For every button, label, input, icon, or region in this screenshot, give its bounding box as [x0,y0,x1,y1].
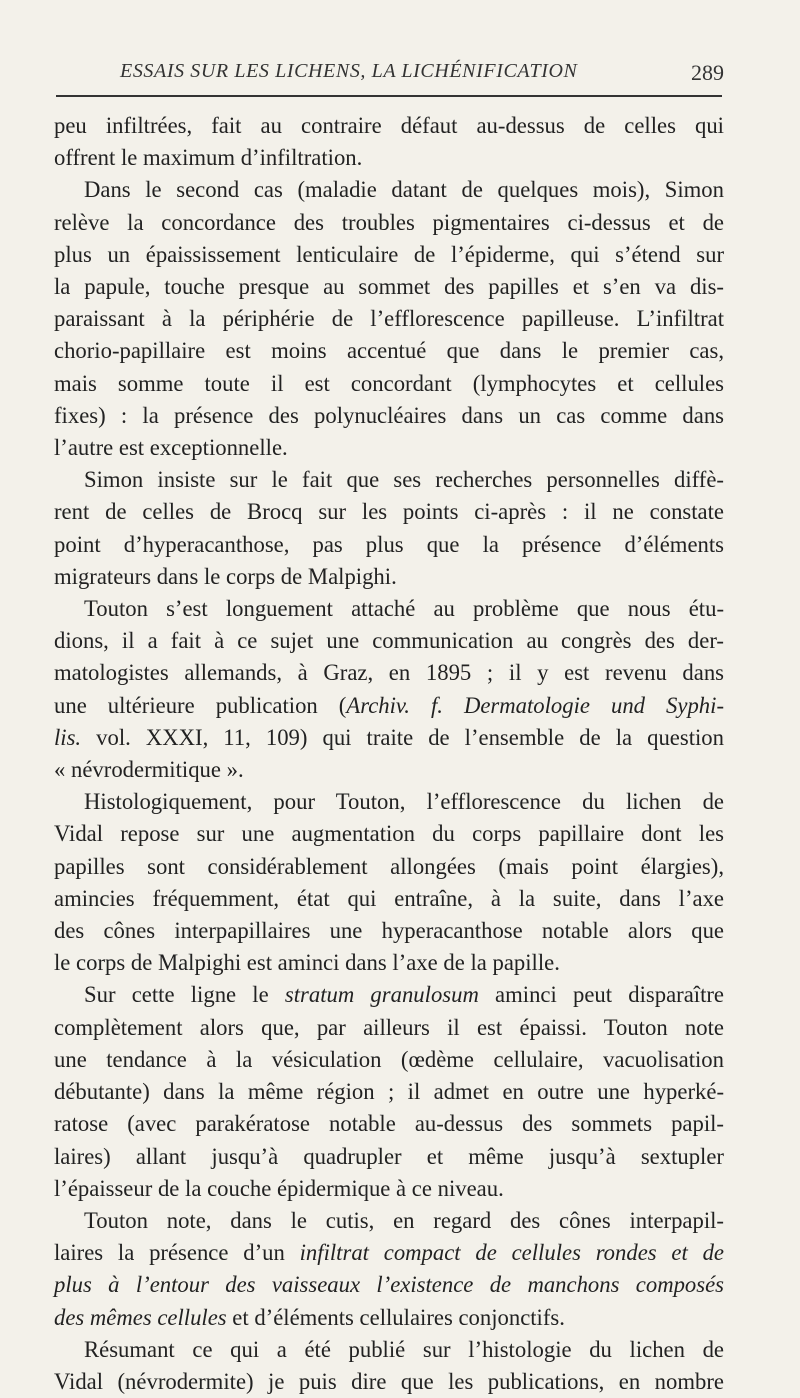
text-line: ratose (avec parakératose notable au-dessus des sommets papil- [54,1111,724,1137]
text-segment: et d’éléments cellulaires conjonctifs. [226,1304,565,1330]
italic-phrase: infiltrat compact de cellules rondes et de [299,1240,724,1266]
text-line-mixed [54,979,724,1011]
text-line: débutante) dans la même région ; il admet en outre une hyperké- [54,1079,724,1105]
running-title: ESSAIS SUR LES LICHENS, LA LICHÉNIFICATION [120,60,578,82]
text-segment: laires la présence d’un [54,1240,300,1266]
text-line: mais somme toute il est concordant (lymphocytes et cellules [54,370,724,396]
text-segment: Sur cette ligne le [84,982,285,1008]
text-line: migrateurs dans le corps de Malpighi. [54,563,397,589]
text-segment: une ultérieure publication ( [54,692,347,718]
text-line: des cônes interpapillaires une hyperacanthose notable alors que [54,918,724,944]
text-line-italic [54,1269,724,1301]
italic-term: stratum granulosum [284,982,479,1008]
text-line-mixed [54,722,724,754]
text-line: « névrodermitique ». [54,757,244,783]
text-line: Touton note, dans le cutis, en regard des cônes interpapil- [84,1207,724,1233]
text-line: l’autre est exceptionnelle. [54,435,288,461]
paragraph [54,464,724,593]
text-line: le corps de Malpighi est aminci dans l’axe de la papille. [54,950,560,976]
text-line: matologistes allemands, à Graz, en 1895 ; il y est revenu dans [54,660,724,686]
italic-citation: Archiv. f. Dermatologie und Syphi- [346,692,724,718]
text-segment: aminci peut disparaître [478,982,724,1008]
paragraph [54,786,724,979]
text-line: Résumant ce qui a été publié sur l’histologie du lichen de [84,1336,724,1362]
text-line: la papule, touche presque au sommet des papilles et s’en va dis- [54,274,724,300]
text-line-mixed [54,1302,724,1334]
paragraph [54,979,724,1204]
text-line: Vidal repose sur une augmentation du corps papillaire dont les [54,821,724,847]
text-segment: vol. XXXI, 11, 109) qui traite de l’ensemble de la question [81,724,724,750]
text-line: Vidal (névrodermite) je puis dire que les publications, en nombre [54,1368,724,1394]
text-line: plus un épaississement lenticulaire de l’épiderme, qui s’étend sur [54,241,724,267]
paragraph [54,174,724,464]
paragraph [54,1334,724,1398]
text-line: papilles sont considérablement allongées (mais point élargies), [54,853,724,879]
text-line: complètement alors que, par ailleurs il est épaissi. Touton note [54,1014,724,1040]
text-line: Dans le second cas (maladie datant de quelques mois), Simon [84,177,724,203]
text-line: dions, il a fait à ce sujet une communication au congrès des der- [54,628,724,654]
text-line-mixed [54,690,724,722]
text-line-mixed [54,1237,724,1269]
page-number: 289 [691,60,724,85]
paragraph [54,110,724,174]
text-line: paraissant à la périphérie de l’efflorescence papilleuse. L’infiltrat [54,306,724,332]
paragraph [54,1205,724,1334]
text-line: laires) allant jusqu’à quadrupler et même jusqu’à sextupler [54,1143,724,1169]
text-line: une tendance à la vésiculation (œdème cellulaire, vacuolisation [54,1046,724,1072]
text-line: rent de celles de Brocq sur les points ci-après : il ne constate [54,499,724,525]
italic-phrase: des mêmes cellules [54,1304,227,1330]
italic-citation-end: lis. [54,724,82,750]
text-line: chorio-papillaire est moins accentué que dans le premier cas, [54,338,724,364]
text-line: relève la concordance des troubles pigmentaires ci-dessus et de [54,209,724,235]
running-head [54,60,724,90]
text-line: Touton s’est longuement attaché au problème que nous étu- [84,596,724,622]
text-line: l’épaisseur de la couche épidermique à ce niveau. [54,1175,504,1201]
text-line: peu infiltrées, fait au contraire défaut au-dessus de celles qui [54,113,724,138]
italic-phrase: plus à l’entour des vaisseaux l’existence de manchons composés [54,1272,724,1298]
text-line: offrent le maximum d’infiltration. [54,145,363,171]
text-line: Histologiquement, pour Touton, l’efflorescence du lichen de [84,789,724,815]
text-line: fixes) : la présence des polynucléaires dans un cas comme dans [54,402,724,428]
text-line: point d’hyperacanthose, pas plus que la présence d’éléments [54,531,724,557]
paragraph [54,593,724,786]
text-line: amincies fréquemment, état qui entraîne, à la suite, dans l’axe [54,885,724,911]
header-rule [56,95,722,97]
text-line: Simon insiste sur le fait que ses recherches personnelles diffè- [84,467,724,493]
body-text [54,110,724,1398]
